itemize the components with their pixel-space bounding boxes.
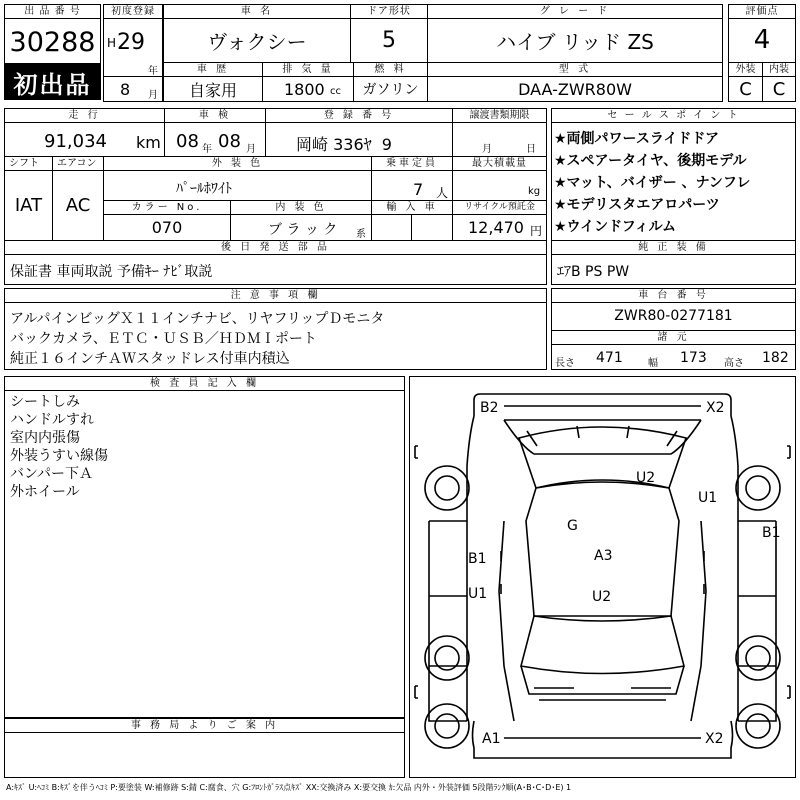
fuel: ガソリン	[362, 82, 419, 98]
car-name: ヴォクシー	[207, 29, 307, 54]
width: 173	[680, 350, 707, 366]
door-label: ドア形状	[350, 4, 428, 19]
era: H	[107, 36, 117, 50]
notes-line-3: 純正１６インチＡＷスタッドレス付車内積込	[10, 351, 290, 367]
inspection-label: 車 検	[164, 108, 266, 123]
inspection-year-unit: 年	[202, 144, 212, 155]
ac-label: エアコン	[52, 156, 104, 171]
first-registration-label: 初度登録	[103, 4, 163, 19]
registration-month: 8	[120, 80, 131, 99]
fuel-label: 燃 料	[353, 62, 428, 77]
sales-point-4: ★モデリスタエアロパーツ	[554, 197, 720, 213]
color-number-label: カラー No.	[103, 200, 231, 215]
car-diagram	[409, 376, 796, 778]
car-name-label: 車 名	[163, 4, 351, 19]
exterior-grade-label: 外装	[728, 62, 763, 77]
sales-point-1: ★両側パワースライドドア	[554, 131, 720, 147]
height-label: 高さ	[724, 358, 744, 369]
height: 182	[762, 350, 789, 366]
standard-equipment: ｴｱB PS PW	[557, 264, 630, 280]
capacity-unit: 人	[436, 186, 449, 200]
inspector-label: 検 査 員 記 入 欄	[4, 376, 405, 391]
registration-number-label: 登 録 番 号	[265, 108, 453, 123]
office-label: 事 務 局 よ り ご 案 内	[4, 718, 405, 733]
color-number: 070	[151, 217, 183, 237]
score: 4	[753, 25, 771, 55]
damage-u2-top: U2	[636, 470, 656, 486]
month-unit: 月	[148, 90, 158, 101]
shift-label: シフト	[4, 156, 53, 171]
dimensions-label: 諸 元	[551, 330, 796, 345]
exterior-color: ﾊﾟｰﾙﾎﾜｲﾄ	[176, 181, 232, 197]
mileage: 91,034	[44, 131, 107, 152]
chassis-number: ZWR80-0277181	[614, 308, 733, 324]
recycle-deposit-label: リサイクル預託金	[452, 200, 547, 215]
damage-u2-mid: U2	[592, 589, 612, 605]
damage-x2-bottom: X2	[705, 731, 724, 747]
capacity-label: 乗車定員	[371, 156, 453, 171]
standard-equipment-label: 純 正 装 備	[551, 240, 796, 255]
damage-u1-left: U1	[468, 586, 488, 602]
sales-point-2: ★スペアータイヤ、後期モデル	[554, 153, 747, 169]
inspector-line-6: 外ホイール	[10, 484, 80, 500]
recycle-deposit: 12,470	[468, 218, 524, 237]
year-unit: 年	[148, 66, 158, 77]
damage-x2-top: X2	[706, 400, 725, 416]
model: DAA-ZWR80W	[518, 79, 632, 99]
displacement-label: 排 気 量	[262, 62, 354, 77]
displacement: 1800	[284, 80, 325, 99]
length: 471	[596, 350, 623, 366]
length-label: 長さ	[555, 358, 575, 369]
inspector-line-4: 外装うすい線傷	[10, 448, 108, 464]
history: 自家用	[188, 80, 237, 100]
max-load-unit: kg	[528, 186, 541, 197]
notes-line-2: バックカメラ、ＥＴＣ・ＵＳＢ／ＨＤＭＩポート	[10, 331, 317, 347]
interior-grade-label: 内装	[762, 62, 796, 77]
exterior-color-label: 外 装 色	[103, 156, 372, 171]
exterior-grade: C	[739, 78, 752, 100]
registration-number: 岡崎 336ﾔ 9	[296, 135, 392, 154]
history-label: 車 歴	[163, 62, 263, 77]
mileage-label: 走 行	[4, 108, 165, 123]
inspector-line-3: 室内内張傷	[10, 430, 80, 446]
sales-points-label: セ ー ル ス ポ イ ン ト	[551, 108, 796, 123]
chassis-number-label: 車 台 番 号	[551, 288, 796, 303]
capacity: 7	[413, 180, 424, 199]
interior-grade: C	[772, 78, 786, 100]
damage-b1-right: B1	[762, 525, 781, 541]
width-label: 幅	[648, 358, 658, 369]
inspection-month-unit: 月	[246, 144, 256, 155]
inspector-line-5: バンパー下Ａ	[10, 466, 94, 482]
sales-point-3: ★マット、バイザー 、ナンフレ	[554, 175, 751, 191]
grade: ハイブ リッド ZS	[496, 29, 654, 54]
notes-label: 注 意 事 項 欄	[4, 288, 547, 303]
shift: IAT	[14, 194, 43, 216]
model-label: 型 式	[427, 62, 723, 77]
later-shipment-parts: 保証書 車両取説 予備ｷｰ ﾅﾋﾞ取説	[10, 264, 213, 280]
transfer-month-unit: 月	[482, 144, 492, 155]
damage-b1-left: B1	[468, 551, 487, 567]
later-shipment-label: 後 日 発 送 部 品	[4, 240, 547, 255]
transfer-day-unit: 日	[526, 144, 536, 155]
lot-number: 30288	[9, 26, 96, 58]
interior-color-suffix: 系	[356, 229, 366, 240]
transfer-deadline-label: 譲渡書類期限	[452, 108, 547, 123]
score-label: 評価点	[728, 4, 796, 19]
first-listing-badge: 初出品	[4, 64, 101, 100]
damage-a1: A1	[482, 731, 501, 747]
damage-u1-right: U1	[698, 490, 718, 506]
sales-point-5: ★ウインドフィルム	[554, 219, 677, 235]
damage-g: G	[567, 518, 578, 534]
registration-year: 29	[117, 30, 145, 55]
displacement-unit: cc	[330, 86, 341, 97]
interior-color: ブ ラ ッ ク	[268, 222, 338, 238]
notes-line-1: アルパインビッグＸ１１インチナビ、リヤフリップＤモニタ	[10, 311, 385, 327]
door-count: 5	[382, 27, 396, 53]
grade-label: グ レ ー ド	[427, 4, 723, 19]
inspector-notes	[10, 393, 108, 501]
inspection-year: 08	[176, 131, 199, 152]
mileage-unit: km	[136, 133, 161, 152]
damage-b2: B2	[480, 400, 499, 416]
max-load-label: 最大積載量	[452, 156, 547, 171]
interior-color-label: 内 装 色	[230, 200, 372, 215]
inspection-month: 08	[218, 131, 241, 152]
legend: A:ｷｽﾞ U:ﾍｺﾐ B:ｷｽﾞを伴うﾍｺﾐ P:要塗装 W:補修跡 S:錆 C:腐食、穴 G:ﾌﾛﾝﾄｶﾞﾗｽ点ｷｽﾞ XX:交換済み X:要交換 ｶ:欠品 内外・外装評価 5段階ﾗﾝｸ順(A･B･C･D･E) 1	[6, 783, 572, 792]
import-label: 輸 入 車	[371, 200, 453, 215]
air-conditioner: AC	[65, 194, 91, 216]
damage-a3: A3	[594, 548, 613, 564]
inspector-line-2: ハンドルすれ	[10, 412, 94, 428]
recycle-unit: 円	[530, 224, 543, 238]
lot-number-label: 出 品 番 号	[4, 4, 101, 19]
inspector-line-1: シートしみ	[10, 394, 80, 410]
